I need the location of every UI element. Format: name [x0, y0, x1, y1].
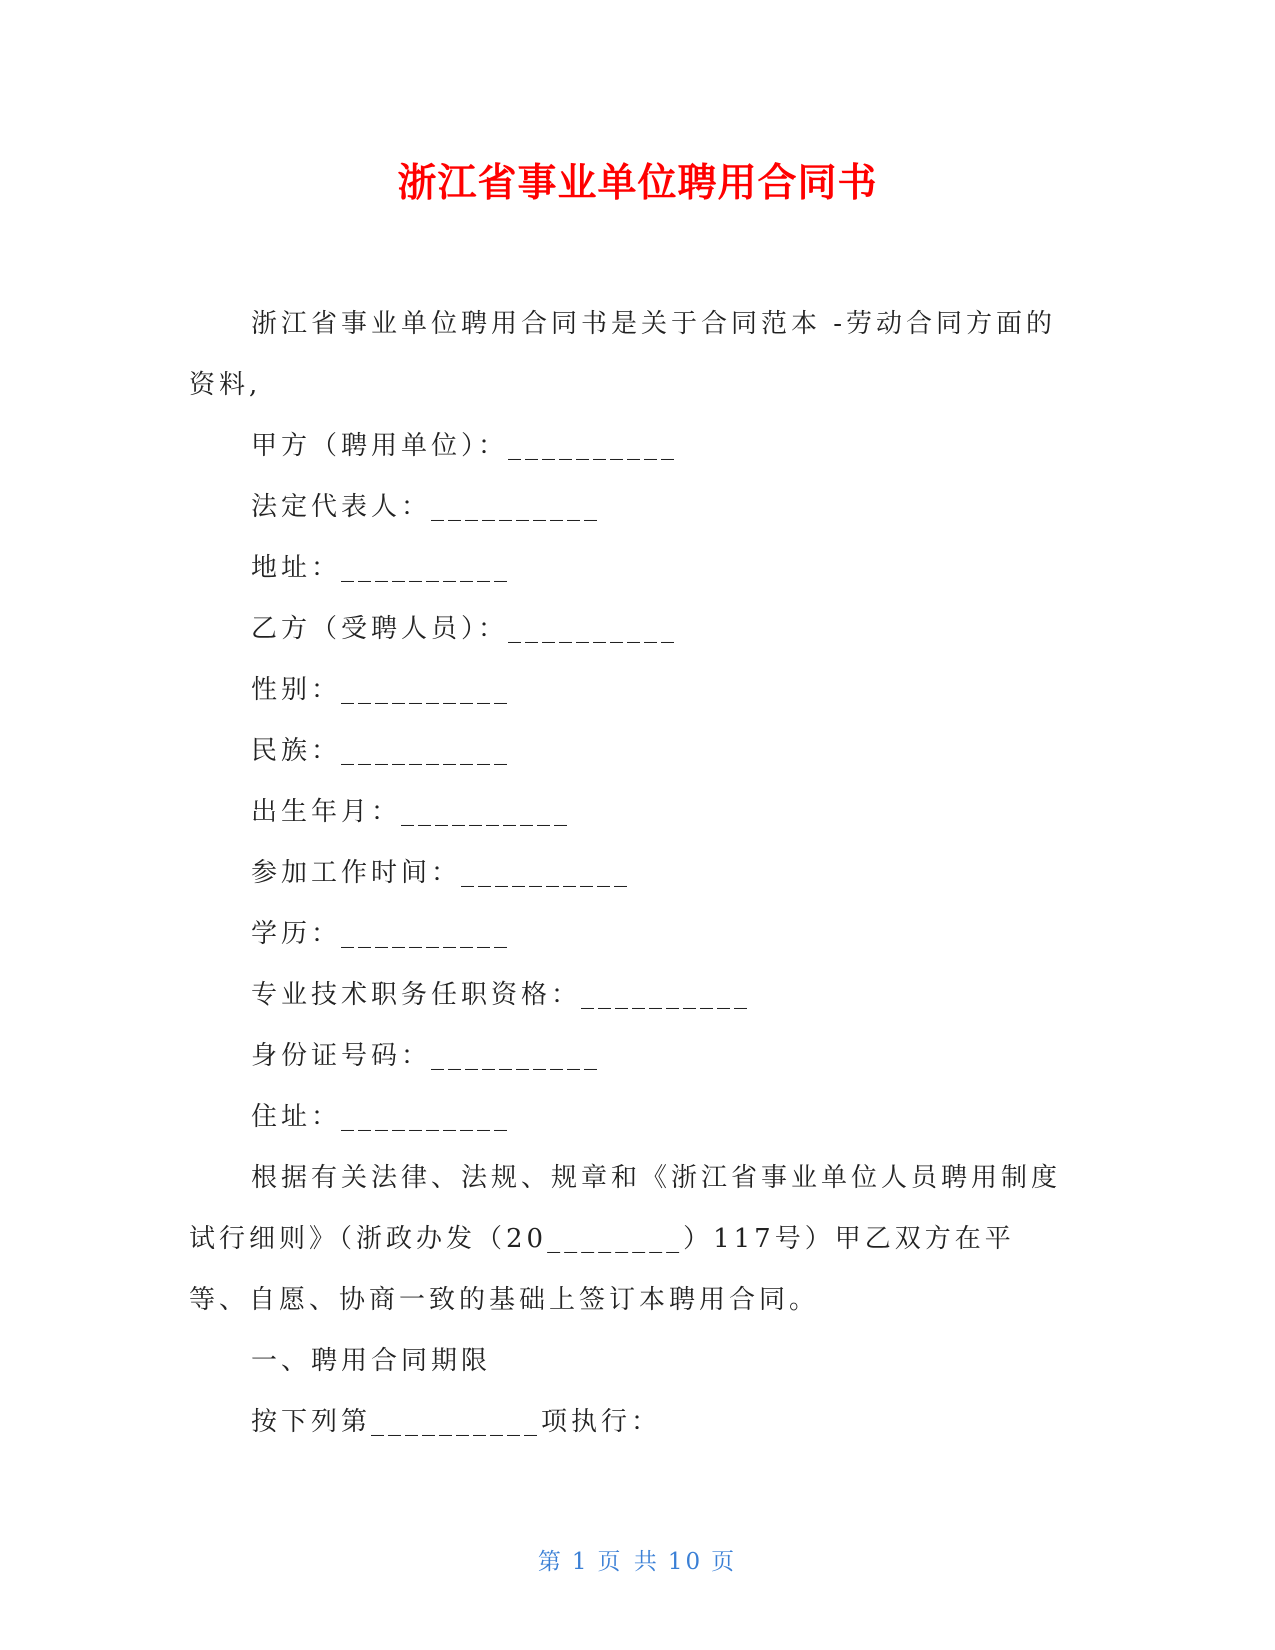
page-label-suffix: 页 [711, 1549, 738, 1575]
birth-date-field: 出生年月：__________ [251, 797, 572, 827]
work-start-date-field: 参加工作时间：__________ [251, 858, 632, 888]
gender-field: 性别：__________ [251, 675, 512, 705]
legal-representative-field: 法定代表人：__________ [251, 492, 602, 522]
ethnicity-field: 民族：__________ [251, 736, 512, 766]
party-a-field: 甲方（聘用单位）：__________ [251, 431, 679, 461]
party-b-field: 乙方（受聘人员）：__________ [251, 614, 679, 644]
current-page-number: 1 [571, 1549, 590, 1575]
education-field: 学历：__________ [251, 919, 512, 949]
party-a-address-field: 地址：__________ [251, 553, 512, 583]
document-body [189, 294, 1069, 1453]
intro-paragraph: 浙江省事业单位聘用合同书是关于合同范本 -劳动合同方面的资料, [189, 309, 1057, 400]
section-heading-contract-term: 一、聘用合同期限 [251, 1346, 492, 1376]
legal-basis-paragraph: 根据有关法律、法规、规章和《浙江省事业单位人员聘用制度试行细则》（浙政办发（20________）117号）甲乙双方在平等、自愿、协商一致的基础上签订本聘用合同。 [189, 1163, 1062, 1315]
term-option-paragraph: 按下列第__________项执行： [251, 1407, 662, 1437]
id-number-field: 身份证号码：__________ [251, 1041, 602, 1071]
page-label-mid: 页 共 [597, 1549, 660, 1575]
total-pages-number: 10 [667, 1549, 704, 1575]
page-label-prefix: 第 [537, 1549, 564, 1575]
residence-address-field: 住址：__________ [251, 1102, 512, 1132]
professional-title-field: 专业技术职务任职资格：__________ [251, 980, 752, 1010]
document-title: 浙江省事业单位聘用合同书 [397, 161, 878, 206]
page-footer [0, 1543, 1275, 1576]
